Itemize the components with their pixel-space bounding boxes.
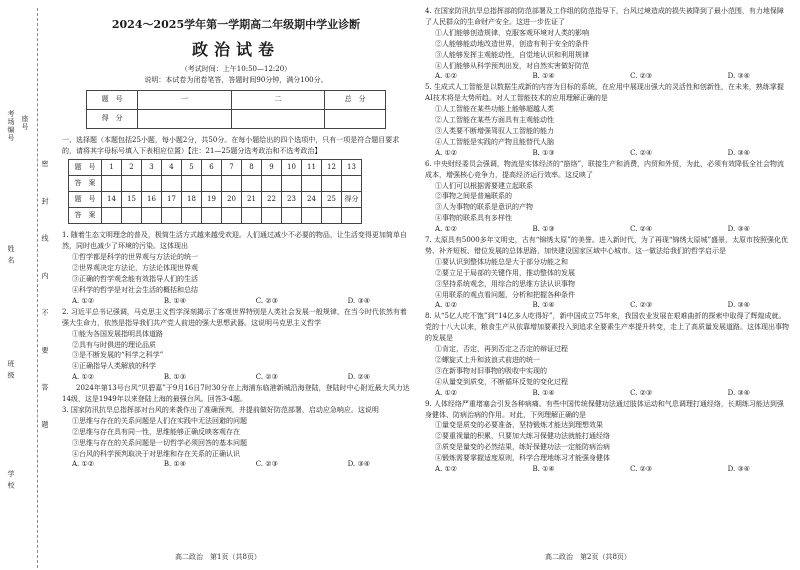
answer-option[interactable]: C. ②③: [630, 301, 653, 310]
answer-option[interactable]: C. ②③: [255, 460, 278, 469]
question-item: ①思维与存在的关系问题是人们在实践中无法回避的问题: [72, 416, 247, 425]
exam-number-label: 考场编号: [7, 110, 15, 142]
score-row-label: 得 分: [87, 109, 138, 128]
question-item: ①肯定，否定，再到否定之否定的辩证过程: [435, 345, 568, 354]
question: [425, 6, 790, 82]
answer-option[interactable]: C. ②③: [255, 373, 278, 382]
answer-grid-number: 16: [142, 192, 162, 208]
answer-option[interactable]: D. ③④: [347, 296, 370, 305]
question-item: ④从量变到质变，不断循环反复的变化过程: [435, 377, 568, 386]
question-stem: 8. 从“5亿人吃不饱”到“14亿多人吃得好”，新中国成立75年来，我国农业发展在艰难曲折的探索中取得了辉煌成就。党的十八大以来，粮食生产从依靠增加要素投入到追求全要素生产率提升转变，走上了高质量发展道路。这体现出事物的发展是: [425, 312, 789, 343]
answer-grid-number: 21: [242, 192, 262, 208]
answer-option[interactable]: C. ②④: [630, 225, 653, 234]
answer-grid-number: 24: [302, 192, 322, 208]
question-item: ③是不断发展的“科学之科学”: [72, 351, 164, 360]
question-item: ②思维与存在具有同一性，思维能够正确反映客观存在: [72, 427, 240, 436]
answer-cell[interactable]: [162, 208, 182, 224]
answer-cell[interactable]: [302, 208, 322, 224]
answer-option[interactable]: C. ②③: [255, 296, 278, 305]
question-item: ④人工智能是实践的产物且能替代人脑: [435, 137, 554, 146]
answer-options: [425, 224, 790, 235]
answer-grid-row-label: 答 案: [69, 176, 102, 192]
answer-option[interactable]: C. ②③: [630, 465, 653, 474]
seal-line: [37, 8, 38, 568]
question: [62, 405, 410, 470]
questions-right: [425, 6, 790, 475]
question-item: ②螺旋式上升和波浪式前进的统一: [435, 356, 540, 364]
question-stem: 5. 生成式人工智能是以数据生成新的内容为目标的系统，在应用中展现出强大的灵活性和创新性，在未来，熟练掌握AI技术将是大势所趋。对人工智能技术的应用理解正确的是: [425, 83, 784, 103]
answer-grid-number: 11: [302, 160, 322, 176]
answer-grid-number: 23: [282, 192, 302, 208]
answer-option[interactable]: A. ①②: [435, 465, 458, 474]
answer-option[interactable]: B. ①④: [532, 388, 555, 397]
answer-cell[interactable]: [282, 176, 302, 192]
seal-line-text: 密 封 线 内 不 要 答 题: [41, 160, 49, 442]
question-item: ④人们能够从科学预判出发，对自然实害做好防范: [435, 61, 589, 70]
answer-grid-number: 20: [222, 192, 242, 208]
answer-option[interactable]: A. ①②: [72, 296, 95, 305]
answer-option[interactable]: C. ②③: [630, 388, 653, 397]
question-item: ③质变是量变的必然结果，练好保健功法一定能防病治病: [435, 443, 610, 452]
answer-cell[interactable]: [242, 176, 262, 192]
question-item: ④科学的哲学是对社会生活的概括和总结: [72, 285, 198, 294]
answer-cell[interactable]: [142, 208, 162, 224]
score-cell[interactable]: [231, 109, 325, 128]
question-item: ④正确指导人类解放的科学: [72, 362, 156, 371]
answer-option[interactable]: B. ①④: [163, 296, 186, 305]
answer-option[interactable]: B. ①③: [532, 225, 555, 234]
answer-cell[interactable]: [322, 176, 342, 192]
score-col-2: 二: [231, 90, 325, 109]
answer-cell[interactable]: [342, 208, 362, 224]
answer-cell[interactable]: [142, 176, 162, 192]
answer-grid-row-label: 题 号: [69, 160, 102, 176]
answer-option[interactable]: A. ①②: [435, 301, 458, 310]
exam-note: 说明：本试卷为闭卷笔答，答题时间90分钟，满分100分。: [144, 75, 328, 84]
answer-cell[interactable]: [262, 176, 282, 192]
answer-option[interactable]: B. ①③: [163, 373, 186, 382]
question-item: ④台风的科学预判取决于对思维和存在关系的正确认识: [72, 449, 240, 458]
right-column: [425, 6, 790, 475]
question-item: ②要重视量的积累，只要加大练习保健功法就能打通经络: [435, 432, 610, 441]
score-header-label: 题 号: [87, 90, 138, 109]
answer-grid-number: 19: [202, 192, 222, 208]
answer-options: [62, 459, 410, 470]
answer-cell[interactable]: [202, 176, 222, 192]
answer-cell[interactable]: [202, 208, 222, 224]
answer-option[interactable]: D. ③④: [727, 72, 750, 81]
answer-option[interactable]: B. ①④: [163, 460, 186, 469]
question-item: ②事物之间是普遍联系的: [435, 192, 512, 201]
answer-option[interactable]: A. ①②: [72, 460, 95, 469]
answer-cell[interactable]: [262, 208, 282, 224]
answer-option[interactable]: C. ②④: [630, 148, 653, 157]
answer-grid-row-label: 题 号: [69, 192, 102, 208]
left-column: [62, 6, 410, 470]
answer-options: [425, 148, 790, 159]
answer-grid-number: 22: [262, 192, 282, 208]
question-item: ②人工智能在某些方面具有主观能动性: [435, 116, 554, 125]
question-stem: 6. 中央财经委员会强调，物流是实体经济的“筋络”，联接生产和消费，内贸和外贸，为此，必须有效降低全社会物流成本，增强核心竞争力，提高经济运行效率。这反映了: [425, 159, 785, 179]
answer-option[interactable]: A. ①②: [72, 373, 95, 382]
answer-grid-number: 得分: [342, 192, 362, 208]
answer-options: [425, 464, 790, 475]
answer-cell[interactable]: [222, 176, 242, 192]
question: [425, 399, 790, 475]
answer-cell[interactable]: [282, 208, 302, 224]
footer-left: 高二政治 第1页（共8页）: [175, 553, 261, 561]
question-item: ④锻炼需要掌握适度原则，科学合理地练习才能强身健体: [435, 454, 610, 463]
answer-grid-number: 5: [182, 160, 202, 176]
answer-option[interactable]: D. ③④: [727, 225, 750, 234]
name-label: 姓 名: [7, 245, 15, 265]
score-col-total: 总 分: [325, 90, 386, 109]
question-item: ①哲学都是科学的世界观与方法论的统一: [72, 253, 198, 262]
answer-option[interactable]: D. ③④: [727, 148, 750, 157]
score-cell[interactable]: [325, 109, 386, 128]
question: [425, 82, 790, 158]
question-item: ③思维与存在的关系问题是一切哲学必须回答的基本问题: [72, 438, 247, 447]
question-item: ②要立足于局部的关键作用，推动整体的发展: [435, 268, 575, 277]
class-label: 班 级: [7, 360, 15, 380]
answer-cell[interactable]: [222, 208, 242, 224]
score-table: [86, 90, 386, 129]
answer-cell[interactable]: [162, 176, 182, 192]
subject-title: 政治试卷: [191, 39, 280, 59]
answer-grid-number: 6: [202, 160, 222, 176]
answer-grid-number: 18: [182, 192, 202, 208]
answer-option[interactable]: A. ①②: [435, 148, 458, 157]
answer-grid-number: 1: [102, 160, 122, 176]
question-item: ③人类要不断增强驾驭人工智能的能力: [435, 126, 554, 135]
answer-cell[interactable]: [122, 208, 142, 224]
answer-cell[interactable]: [342, 176, 362, 192]
answer-option[interactable]: B. ①④: [532, 72, 555, 81]
question-item: ①要认识到整体功能总是大于部分功能之和: [435, 257, 568, 266]
question-stem: 9. 人体经络严重堵塞会引发各种病痛。有些中国传统保健功法通过肢体运动和气息调理打通经络，长期练习能达到强身健体、防病治病的作用。对此，下列理解正确的是: [425, 399, 784, 419]
answer-options: [62, 296, 410, 307]
answer-grid-number: 14: [102, 192, 122, 208]
question-item: ①人工智能在某些功能上能够超越人类: [435, 105, 554, 114]
school-label: 学 校: [7, 470, 15, 490]
answer-grid-number: 2: [122, 160, 142, 176]
footer-right: 高二政治 第2页（共8页）: [545, 553, 631, 561]
question-stem: 1. 随着生态文明理念的普及，极简生活方式越来越受欢迎。人们通过减少不必要的物品，让生活变得更加简单自然，同时也减少了环境的污染。这体现出: [62, 231, 407, 251]
answer-options: [425, 300, 790, 311]
question-item: ④用联系的观点看问题，分析和把握各种条件: [435, 290, 575, 299]
section-1-intro: 一、选择题（本题包括25小题，每小题2分，共50分。在每小题给出的四个选项中，只有一项是符合题目要求的，请将其字母标号填入下表相应位置）【注：21—25题分选考政治和不选考政治】: [62, 135, 400, 155]
question-stem: 7. 太原具有5000多年文明史，古有“锦绣太原”的美誉。进入新时代，为了再现“锦绣太原城”盛景，太原市按照强化优势、补齐短板、错位发展的总体思路，加快建设国家区域中心城市。这一做法给我们的哲学启示是: [425, 236, 789, 255]
question-item: ③人为事物的联系是意识的产物: [435, 203, 533, 212]
answer-option[interactable]: D. ③④: [347, 460, 370, 469]
answer-cell[interactable]: [242, 208, 262, 224]
answer-grid-number: 12: [322, 160, 342, 176]
question-item: ①人们可以根据需要建立起联系: [435, 181, 533, 190]
answer-option[interactable]: D. ②④: [347, 373, 370, 382]
question-stem: 2024年第13号台风“贝碧嘉”于9月16日7时30分在上海浦东临港新城沿海登陆，登陆时中心附近最大风力达14级，这是1949年以来登陆上海的最强台风。回答3-4题。: [62, 384, 410, 404]
question: [62, 383, 410, 405]
answer-cell[interactable]: [302, 176, 322, 192]
answer-options: [425, 388, 790, 399]
answer-option[interactable]: D. ③④: [727, 388, 750, 397]
score-cell[interactable]: [138, 109, 232, 128]
answer-option[interactable]: B. ①④: [532, 301, 555, 310]
binding-margin: [0, 0, 60, 570]
answer-grid-number: 8: [242, 160, 262, 176]
answer-option[interactable]: A. ①②: [435, 388, 458, 397]
score-col-1: 一: [138, 90, 232, 109]
question-stem: 3. 国家防汛抗旱总指挥部对台风的来袭作出了准确预判，并提前做好防范部署，启动应急响应。这说明: [62, 405, 379, 414]
question-item: ②人能够能动地改造世界，创造有利于安全的条件: [435, 39, 589, 48]
question-item: ②具有与时俱进的理论品质: [72, 340, 156, 349]
answer-option[interactable]: D. ③④: [727, 301, 750, 310]
questions-left: [62, 230, 410, 470]
question-item: ③正确的哲学观念能有效指导人们的生活: [72, 275, 198, 284]
question-item: ①能为各国发展指明具体道路: [72, 329, 163, 338]
answer-cell[interactable]: [102, 176, 122, 192]
answer-cell[interactable]: [182, 208, 202, 224]
answer-grid-number: 3: [142, 160, 162, 176]
answer-grid-number: 10: [282, 160, 302, 176]
question-item: ③人能够发挥主观能动性，自觉地认识和利用规律: [435, 50, 589, 59]
question-item: ①人们能够创造规律，克服客观环境对人类的影响: [435, 28, 589, 37]
answer-option[interactable]: B. ①④: [532, 465, 555, 474]
answer-grid-number: 4: [162, 160, 182, 176]
answer-grid-number: 7: [222, 160, 242, 176]
answer-cell[interactable]: [322, 208, 342, 224]
answer-grid-number: 9: [262, 160, 282, 176]
question: [62, 307, 410, 383]
answer-grid-number: 17: [162, 192, 182, 208]
exam-time: （考试时间：上午10:50—12:20）: [180, 64, 292, 73]
exam-title: 2024～2025学年第一学期高二年级期中学业诊断: [111, 18, 361, 31]
question-stem: 4. 在国家防汛抗旱总指挥部的防范部署及工作组的防范指导下，台风过境造成的损失被降到了最小范围，有力地保障了人民群众的生命财产安全。这进一步佐证了: [425, 7, 784, 26]
question-stem: 2. 习近平总书记强调，马克思主义哲学深刻揭示了客观世界特别是人类社会发展一般规律，在当今时代依然有着强大生命力，依然是指导我们共产党人前进的强大思想武器。这说明马克思主义哲学: [62, 307, 407, 327]
answer-grid-number: 13: [342, 160, 362, 176]
question: [425, 159, 790, 235]
question-item: ③在新事物对旧事物的吸收中实现的: [435, 366, 547, 375]
question-item: ③坚持系统观念，用综合的思维方法认识事物: [435, 279, 575, 288]
answer-option[interactable]: B. ①③: [532, 148, 555, 157]
question: [62, 230, 410, 306]
answer-option[interactable]: A. ①②: [435, 225, 458, 234]
answer-option[interactable]: D. ③④: [727, 465, 750, 474]
answer-options: [62, 372, 410, 383]
answer-grid-number: 25: [322, 192, 342, 208]
answer-grid: [68, 159, 362, 224]
answer-cell[interactable]: [122, 176, 142, 192]
answer-option[interactable]: C. ②③: [630, 72, 653, 81]
answer-grid-row-label: 答 案: [69, 208, 102, 224]
seat-number-label: 座号: [21, 115, 29, 131]
answer-cell[interactable]: [102, 208, 122, 224]
answer-cell[interactable]: [182, 176, 202, 192]
answer-options: [425, 71, 790, 82]
answer-option[interactable]: A. ①②: [435, 72, 458, 81]
question-item: ②世界观决定方法论，方法论体现世界观: [72, 264, 198, 273]
question: [425, 311, 790, 398]
question-item: ①量变是质变的必要准备，坚持锻炼才能达到理想效果: [435, 421, 603, 430]
question-item: ④事物的联系具有多样性: [435, 214, 512, 223]
answer-grid-number: 15: [122, 192, 142, 208]
question: [425, 235, 790, 311]
